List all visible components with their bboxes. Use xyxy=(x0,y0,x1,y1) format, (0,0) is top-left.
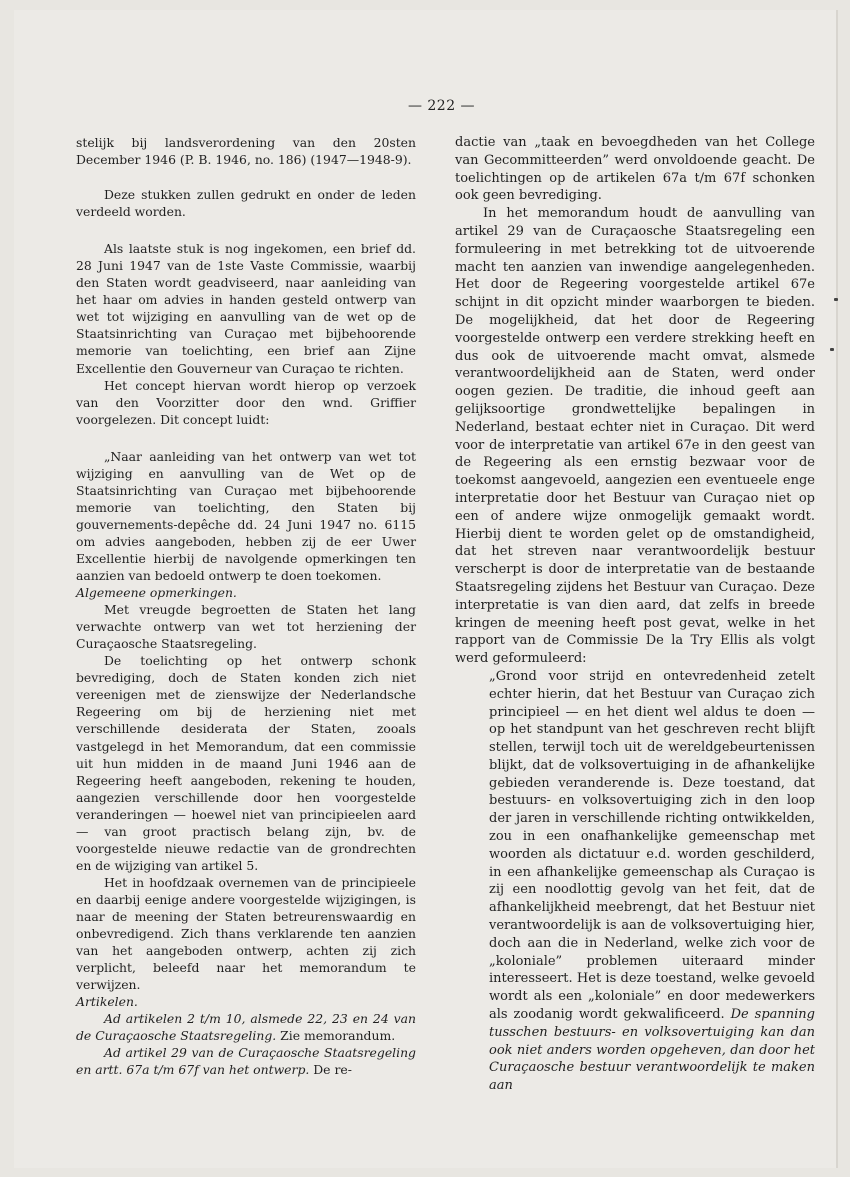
article-note: De re- xyxy=(309,1062,352,1078)
paragraph: Deze stukken zullen gedrukt en onder de leden verdeeld worden. xyxy=(76,187,416,220)
article-paragraph xyxy=(76,1044,416,1078)
article-reference: Ad artikelen 2 t/m 10, alsmede 22, 23 en 24 van de Curaçaosche Staatsregeling. xyxy=(76,1011,416,1044)
left-column xyxy=(76,134,416,1078)
paragraph: De toelichting op het ontwerp schonk bevrediging, doch de Staten konden zich niet vereenigen met de zienswijze der Nederlandsche Regeering om bij de herziening niet met verschillende desiderata der Staten, zooals vastgelegd in het Memorandum, dat een commissie uit hun midden in de maand Juni 1946 aan de Regeering heeft aangeboden, rekening te houden, aangezien verschillende door hen voorgestelde veranderingen — hoewel niet van principieelen aard — van groot practisch belang zijn, bv. de voorgestelde nieuwe redactie van de grondrechten en de wijziging van artikel 5. xyxy=(76,653,416,873)
document-page xyxy=(14,10,838,1168)
paragraph: Als laatste stuk is nog ingekomen, een brief dd. 28 Juni 1947 van de 1ste Vaste Commissie, waarbij den Staten wordt geadviseerd, naar aanleiding van het haar om advies in handen gesteld ontwerp van wet tot wijziging en aanvulling van de wet op de Staatsinrichting van Curaçao met bijbehoorende memorie van toelichting, een brief aan Zijne Excellentie den Gouverneur van Curaçao te richten. xyxy=(76,241,416,376)
quote-emphasis: De spanning tusschen bestuurs- en volksovertuiging kan dan ook niet anders worden opgeheven, dan door het Curaçaosche bestuur verantwoordelijk te maken aan xyxy=(489,1007,815,1094)
quote-text: „Grond voor strijd en ontevredenheid zetelt echter hierin, dat het Bestuur van Curaçao zich principieel — en het dient wel aldus te doen — op het standpunt van het geschreven recht blijft stellen, terwijl toch uit de wereldgebeurtenissen blijkt, dat de volksovertuiging in de afhankelijke gebieden veranderende is. Deze toestand, dat bestuurs- en volksovertuiging zich in den loop der jaren in verschillende richting ontwikkelden, zou in een onafhankelijke gemeenschap met woorden als dictatuur e.d. worden geschilderd, in een afhankelijke gemeenschap als Curaçao is zij een noodlottig gevolg van het feit, dat de afhankelijkheid meebrengt, dat het Bestuur niet verantwoordelijk is aan de volksovertuiging hier, doch aan die in Nederland, welke zich voor de „koloniale” problemen uiteraard minder interesseert. Het is deze toestand, welke gevoeld wordt als een „koloniale” en door medewerkers als zoodanig wordt gekwalificeerd. xyxy=(489,668,815,1023)
paragraph: In het memorandum houdt de aanvulling van artikel 29 van de Curaçaosche Staatsregeling een formuleering in met betrekking tot de uitvoerende macht ten aanzien van inwendige aangelegenheden. Het door de Regeering voorgestelde artikel 67e schijnt in dit opzicht minder waarborgen te bieden. De mogelijkheid, dat het door de Regeering voorgestelde ontwerp een verdere strekking heeft en dus ook de uitvoerende macht omvat, alsmede verantwoordelijkheid aan de Staten, werd onder oogen gezien. De traditie, die inhoud geeft aan gelijksoortige grondwettelijke bepalingen in Nederland, bestaat echter niet in Curaçao. Dit werd voor de interpretatie van artikel 67e in den geest van de Regeering als een ernstig bezwaar voor de toekomst aangevoeld, aangezien een eventueele enge interpretatie door het Bestuur van Curaçao niet op een of andere wijze onmogelijk gemaakt wordt. Hierbij dient te worden gelet op de omstandigheid, dat het streven naar verantwoordelijk bestuur verscherpt is door de interpretatie van de bestaande Staatsregeling zijdens het Bestuur van Curaçao. Deze interpretatie is van dien aard, dat zelfs in breede kringen de meening heeft post gevat, welke in het rapport van de Commissie De la Try Ellis als volgt werd geformuleerd: xyxy=(455,206,815,667)
block-quote xyxy=(455,668,815,1095)
paragraph: Het in hoofdzaak overnemen van de principieele en daarbij eenige andere voorgestelde wijzigingen, is naar de meening der Staten betreurenswaardig en onbevredigend. Zich thans verklarende ten aanzien van het aangeboden ontwerp, achten zij zich verplicht, beleefd naar het memorandum te verwijzen. xyxy=(76,874,416,993)
margin-mark xyxy=(830,348,834,351)
article-reference: Ad artikel 29 van de Curaçaosche Staatsregeling en artt. 67a t/m 67f van het ontwerp. xyxy=(76,1045,416,1078)
section-heading: Artikelen. xyxy=(76,994,138,1010)
paragraph: Met vreugde begroetten de Staten het lang verwachte ontwerp van wet tot herziening der Curaçaosche Staatsregeling. xyxy=(76,602,416,652)
paragraph: Het concept hiervan wordt hierop op verzoek van den Voorzitter door den wnd. Griffier voorgelezen. Dit concept luidt: xyxy=(76,377,416,427)
page-number: — 222 — xyxy=(407,98,476,114)
section-heading: Algemeene opmerkingen. xyxy=(76,585,237,601)
paragraph: dactie van „taak en bevoegdheden van het College van Gecommitteerden” werd onvoldoende geacht. De toelichtingen op de artikelen 67a t/m 67f schonken ook geen bevrediging. xyxy=(455,135,815,204)
article-note: Zie memorandum. xyxy=(276,1028,396,1044)
right-column xyxy=(455,134,815,1095)
quoted-letter-paragraph: „Naar aanleiding van het ontwerp van wet tot wijziging en aanvulling van de Wet op de Staatsinrichting van Curaçao met bijbehoorende memorie van toelichting, den Staten bij gouvernements-depêche dd. 24 Juni 1947 no. 6115 om advies aangeboden, hebben zij de eer Uwer Excellentie hierbij de navolgende opmerkingen ten aanzien van bedoeld ontwerp te doen toekomen. xyxy=(76,448,416,584)
paragraph: stelijk bij landsverordening van den 20sten December 1946 (P. B. 1946, no. 186) (1947—1948-9). xyxy=(76,135,416,168)
margin-mark xyxy=(834,298,838,301)
article-paragraph xyxy=(76,1010,416,1044)
